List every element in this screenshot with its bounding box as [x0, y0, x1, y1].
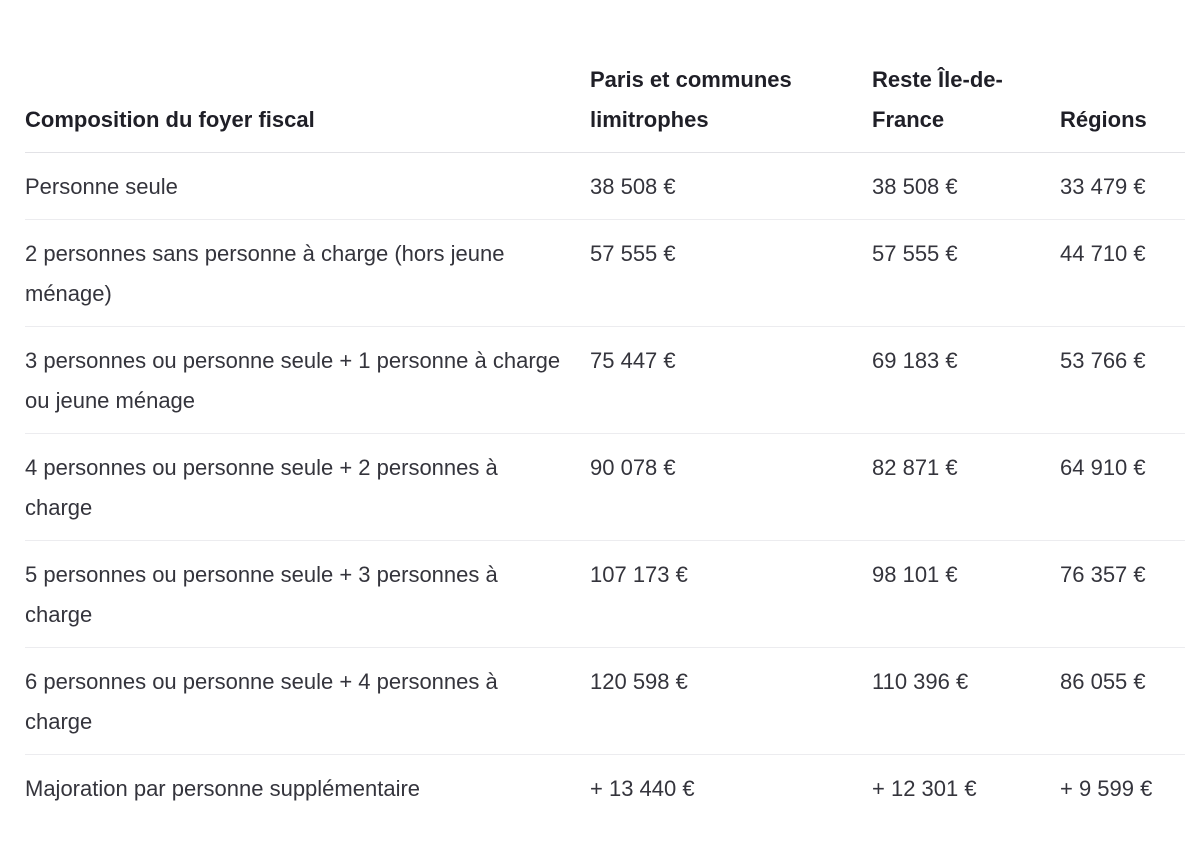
cell-paris: 57 555 € — [590, 241, 676, 266]
cell-ile-de-france: 57 555 € — [872, 241, 958, 266]
row-label: 2 personnes sans personne à charge (hors jeune ménage) — [25, 241, 505, 306]
table-row — [25, 220, 1185, 327]
cell-ile-de-france: 110 396 € — [872, 669, 969, 694]
row-label: Personne seule — [25, 174, 178, 199]
cell-regions: 33 479 € — [1060, 174, 1146, 199]
cell-paris: 75 447 € — [590, 348, 676, 373]
table-row — [25, 153, 1185, 220]
column-header-paris: Paris et communes limitrophes — [590, 67, 792, 132]
table-row — [25, 755, 1185, 822]
cell-regions: 76 357 € — [1060, 562, 1146, 587]
header-row — [25, 50, 1185, 153]
table-body — [25, 153, 1185, 822]
table-row — [25, 434, 1185, 541]
cell-paris: 38 508 € — [590, 174, 676, 199]
income-ceiling-table — [25, 50, 1185, 821]
cell-paris: 90 078 € — [590, 455, 676, 480]
column-header-ile-de-france: Reste Île-de-France — [872, 67, 1003, 132]
cell-ile-de-france: + 12 301 € — [872, 776, 977, 801]
cell-regions: 53 766 € — [1060, 348, 1146, 373]
cell-ile-de-france: 82 871 € — [872, 455, 958, 480]
cell-paris: + 13 440 € — [590, 776, 695, 801]
cell-regions: + 9 599 € — [1060, 776, 1153, 801]
cell-regions: 64 910 € — [1060, 455, 1146, 480]
table-header — [25, 50, 1185, 153]
cell-paris: 120 598 € — [590, 669, 688, 694]
cell-regions: 86 055 € — [1060, 669, 1146, 694]
income-ceiling-table-container — [25, 50, 1185, 821]
table-row — [25, 648, 1185, 755]
cell-paris: 107 173 € — [590, 562, 688, 587]
cell-ile-de-france: 38 508 € — [872, 174, 958, 199]
row-label: 3 personnes ou personne seule + 1 personne à charge ou jeune ménage — [25, 348, 561, 413]
table-row — [25, 541, 1185, 648]
row-label: Majoration par personne supplémentaire — [25, 776, 421, 801]
column-header-composition: Composition du foyer fiscal — [25, 107, 315, 132]
cell-ile-de-france: 69 183 € — [872, 348, 958, 373]
row-label: 6 personnes ou personne seule + 4 personnes à charge — [25, 669, 498, 734]
column-header-regions: Régions — [1060, 107, 1147, 132]
row-label: 5 personnes ou personne seule + 3 personnes à charge — [25, 562, 498, 627]
cell-regions: 44 710 € — [1060, 241, 1146, 266]
table-row — [25, 327, 1185, 434]
cell-ile-de-france: 98 101 € — [872, 562, 958, 587]
row-label: 4 personnes ou personne seule + 2 personnes à charge — [25, 455, 498, 520]
